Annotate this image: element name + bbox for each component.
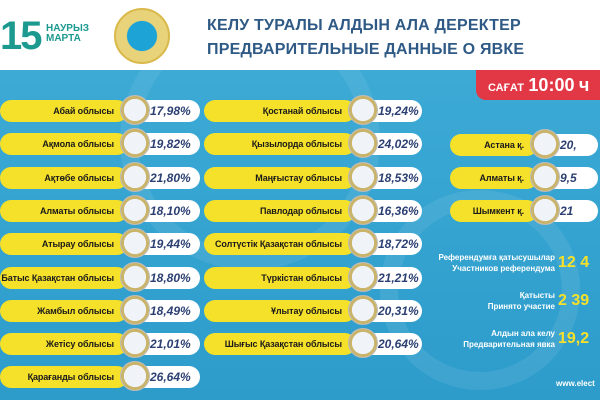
page-title: [207, 14, 524, 62]
time-badge: [476, 70, 600, 100]
region-name: Астана қ.: [450, 134, 538, 156]
turnout-value: 21,21%: [362, 267, 422, 289]
turnout-value: 18,80%: [134, 267, 200, 289]
region-emblem-icon: [120, 328, 150, 358]
region-emblem-icon: [348, 262, 378, 292]
stat-label: [488, 290, 555, 312]
turnout-value: 18,72%: [362, 233, 422, 255]
turnout-value: 21,01%: [134, 333, 200, 355]
region-emblem-icon: [120, 295, 150, 325]
time-suffix: ч: [578, 75, 590, 95]
region-name: Ақмола облысы: [0, 133, 128, 155]
region-emblem-icon: [120, 95, 150, 125]
turnout-value: 26,64%: [134, 366, 200, 388]
turnout-value: 18,53%: [362, 167, 422, 189]
turnout-value: 20,64%: [362, 333, 422, 355]
region-name: Ұлытау облысы: [204, 300, 356, 322]
stat-label: [463, 328, 555, 350]
stat-label-ru: Участников референдума: [452, 264, 555, 273]
region-name: Алматы қ.: [450, 167, 538, 189]
turnout-value: 18,10%: [134, 200, 200, 222]
stat-label-ru: Предварительная явка: [463, 340, 555, 349]
region-name: Абай облысы: [0, 100, 128, 122]
region-name: Жетісу облысы: [0, 333, 128, 355]
region-emblem-icon: [530, 162, 560, 192]
region-emblem-icon: [530, 195, 560, 225]
region-name: Шығыс Қазақстан облысы: [204, 333, 356, 355]
title-ru: ПРЕДВАРИТЕЛЬНЫЕ ДАННЫЕ О ЯВКЕ: [207, 41, 525, 58]
stat-label-kz: Алдын ала келу: [491, 329, 555, 338]
date-month-kz: НАУРЫЗ: [46, 23, 90, 34]
time-value: 10:00: [528, 75, 575, 95]
region-name: Жамбыл облысы: [0, 300, 128, 322]
stat-value: 12 4: [558, 254, 590, 271]
region-emblem-icon: [120, 162, 150, 192]
turnout-value: 24,02%: [362, 133, 422, 155]
region-name: Павлодар облысы: [204, 200, 356, 222]
turnout-value: 16,36%: [362, 200, 422, 222]
region-emblem-icon: [348, 195, 378, 225]
election-commission-seal-icon: [114, 8, 170, 64]
region-name: Түркістан облысы: [204, 267, 356, 289]
date-day: 15: [0, 14, 41, 58]
region-name: Ақтөбе облысы: [0, 167, 128, 189]
website: www.elect: [556, 379, 595, 388]
region-emblem-icon: [348, 228, 378, 258]
turnout-value: 21,80%: [134, 167, 200, 189]
region-emblem-icon: [120, 262, 150, 292]
region-name: Солтүстік Қазақстан облысы: [204, 233, 356, 255]
turnout-value: 19,44%: [134, 233, 200, 255]
date-month-ru: МАРТА: [46, 33, 81, 44]
region-name: Атырау облысы: [0, 233, 128, 255]
region-emblem-icon: [120, 228, 150, 258]
turnout-value: 9,5: [544, 167, 598, 189]
turnout-value: 18,49%: [134, 300, 200, 322]
date-month: [46, 24, 89, 44]
region-name: Қарағанды облысы: [0, 366, 128, 388]
stat-label-kz: Референдумға қатысушылар: [438, 253, 555, 262]
turnout-value: 20,: [544, 134, 598, 156]
region-name: Қызылорда облысы: [204, 133, 356, 155]
header: [0, 0, 600, 70]
turnout-value: 17,98%: [134, 100, 200, 122]
stat-value: 19,2: [558, 330, 590, 347]
turnout-value: 19,24%: [362, 100, 422, 122]
region-name: Маңғыстау облысы: [204, 167, 356, 189]
turnout-value: 20,31%: [362, 300, 422, 322]
region-name: Шымкент қ.: [450, 200, 538, 222]
turnout-value: 21: [544, 200, 598, 222]
region-name: Батыс Қазақстан облысы: [0, 267, 128, 289]
stat-label: [438, 252, 555, 274]
region-emblem-icon: [348, 328, 378, 358]
stat-value: 2 39: [558, 292, 590, 309]
region-emblem-icon: [348, 295, 378, 325]
region-name: Қостанай облысы: [204, 100, 356, 122]
region-name: Алматы облысы: [0, 200, 128, 222]
region-emblem-icon: [348, 95, 378, 125]
stat-label-kz: Қатысты: [519, 291, 555, 300]
stat-label-ru: Принято участие: [487, 302, 555, 311]
turnout-value: 19,82%: [134, 133, 200, 155]
region-emblem-icon: [120, 195, 150, 225]
time-label: САҒАТ: [488, 82, 524, 94]
region-emblem-icon: [348, 162, 378, 192]
region-emblem-icon: [530, 129, 560, 159]
title-kz: КЕЛУ ТУРАЛЫ АЛДЫН АЛА ДЕРЕКТЕР: [207, 17, 521, 34]
